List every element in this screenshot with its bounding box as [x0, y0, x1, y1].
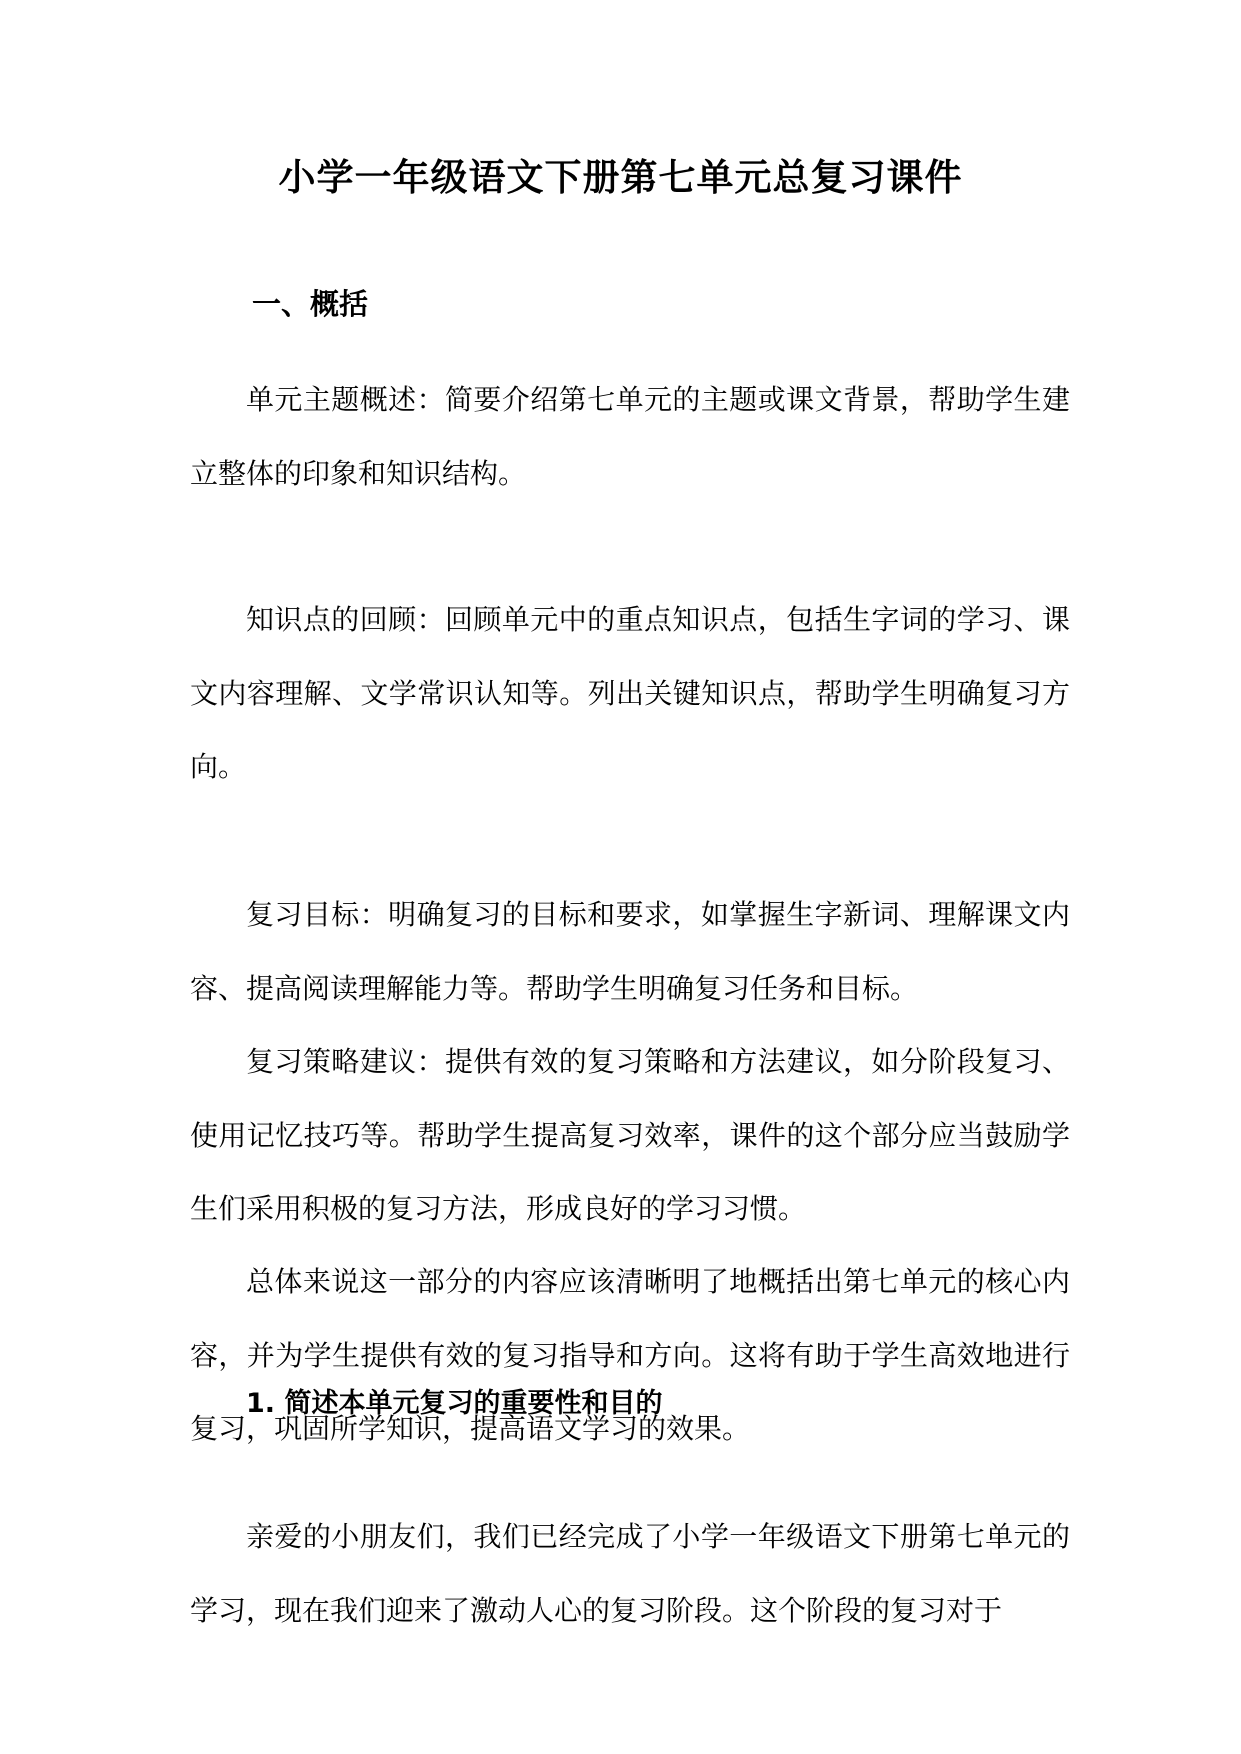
section-heading-overview: 一、概括: [252, 287, 369, 321]
document-title: 小学一年级语文下册第七单元总复习课件: [278, 156, 963, 199]
paragraph-intro-children: 亲爱的小朋友们，我们已经完成了小学一年级语文下册第七单元的学习，现在我们迎来了激动人心的复习阶段。这个阶段的复习对于: [190, 1520, 1070, 1627]
paragraph-unit-theme: 单元主题概述：简要介绍第七单元的主题或课文背景，帮助学生建立整体的印象和知识结构。: [190, 383, 1070, 490]
paragraph-review-goals: 复习目标：明确复习的目标和要求，如掌握生字新词、理解课文内容、提高阅读理解能力等。帮助学生明确复习任务和目标。: [190, 898, 1070, 1005]
paragraph-summary: 总体来说这一部分的内容应该清晰明了地概括出第七单元的核心内容，并为学生提供有效的复习指导和方向。这将有助于学生高效地进行复习，巩固所学知识，提高语文学习的效果。: [190, 1265, 1070, 1445]
subsection-heading-importance: 1. 简述本单元复习的重要性和目的: [246, 1388, 663, 1419]
paragraph-review-strategy: 复习策略建议：提供有效的复习策略和方法建议，如分阶段复习、使用记忆技巧等。帮助学生提高复习效率，课件的这个部分应当鼓励学生们采用积极的复习方法，形成良好的学习习惯。: [190, 1045, 1070, 1225]
paragraph-knowledge-review: 知识点的回顾：回顾单元中的重点知识点，包括生字词的学习、课文内容理解、文学常识认知等。列出关键知识点，帮助学生明确复习方向。: [190, 603, 1070, 783]
